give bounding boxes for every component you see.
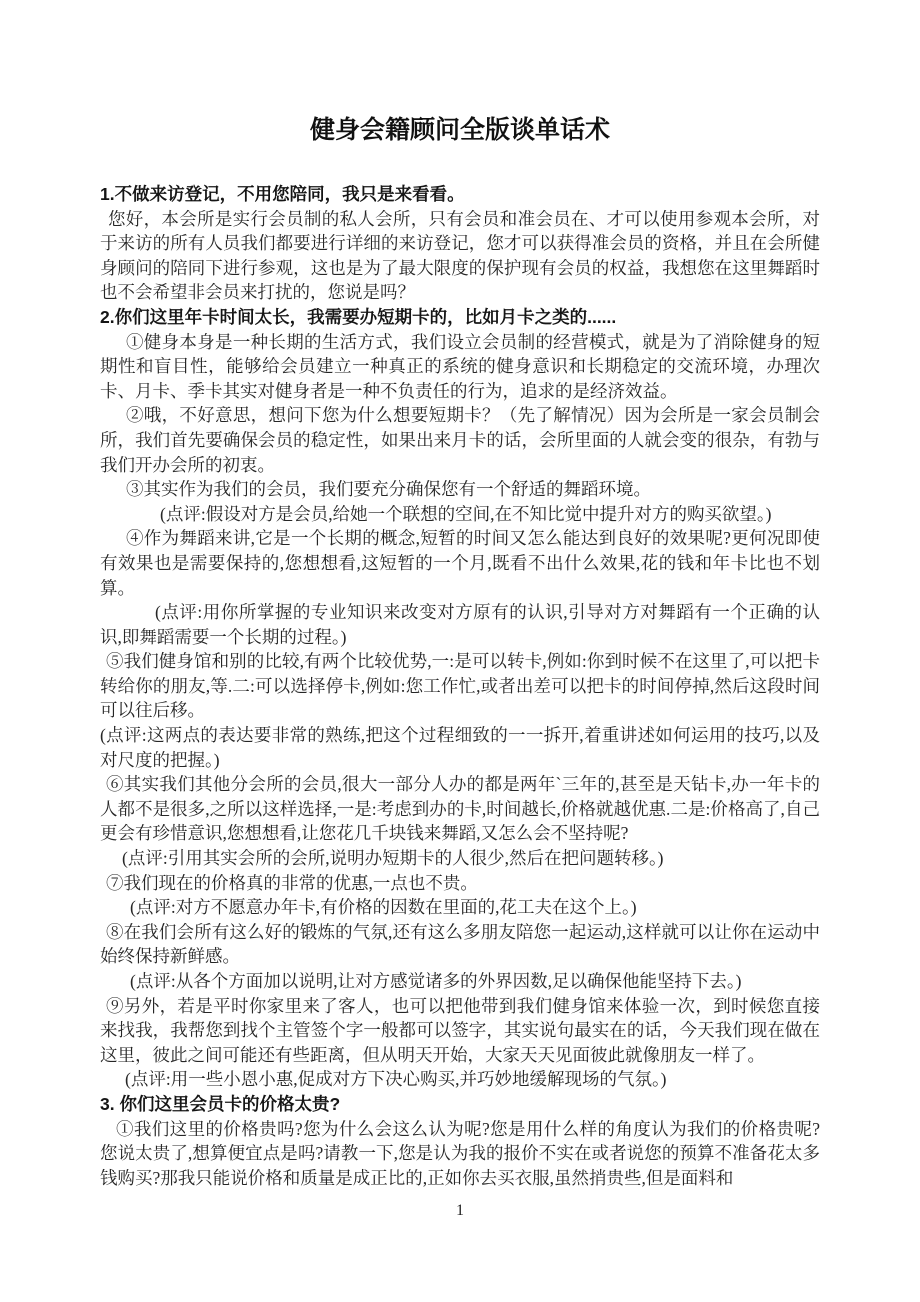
paragraph: (点评:对方不愿意办年卡,有价格的因数在里面的,花工夫在这个上。) [130,897,637,918]
paragraph: ⑥其实我们其他分会所的会员,很大一部分人办的都是两年`三年的,甚至是天钻卡,办一年卡的人都不是很多,之所以这样选择,一是:考虑到办的卡,时间越长,价格就越优惠.二是:价格高了,自己更会有珍惜意识,您想想看,让您花几千块钱来舞蹈,又怎么会不坚持呢? [100,774,820,844]
paragraph: (点评:假设对方是会员,给她一个联想的空间,在不知比觉中提升对方的购买欲望。) [160,503,772,524]
paragraph: 1.不做来访登记，不用您陪同，我只是来看看。 [100,184,465,204]
paragraph: 3. 你们这里会员卡的价格太贵? [100,1093,341,1114]
document-body [100,182,820,1190]
paragraph: ③其实作为我们的会员，我们要充分确保您有一个舒适的舞蹈环境。 [126,479,651,500]
paragraph: (点评:这两点的表达要非常的熟练,把这个过程细致的一一拆开,着重讲述如何运用的技巧,以及对尺度的把握。) [100,725,820,770]
paragraph: 2.你们这里年卡时间太长，我需要办短期卡的，比如月卡之类的...... [100,306,617,327]
page-number: 1 [456,1202,464,1219]
paragraph: (点评:从各个方面加以说明,让对方感觉诸多的外界因数,足以确保他能坚持下去。) [130,971,742,991]
paragraph: ④作为舞蹈来讲,它是一个长期的概念,短暂的时间又怎么能达到良好的效果呢?更何况即使有效果也是需要保持的,您想想看,这短暂的一个月,既看不出什么效果,花的钱和年卡比也不划算。 [100,528,820,598]
paragraph: ⑦我们现在的价格真的非常的优惠,一点也不贵。 [106,872,478,893]
paragraph: (点评:用你所掌握的专业知识来改变对方原有的认识,引导对方对舞蹈有一个正确的认识,即舞蹈需要一个长期的过程。) [100,602,820,647]
paragraph: (点评:用一些小恩小惠,促成对方下决心购买,并巧妙地缓解现场的气氛。) [125,1069,667,1090]
paragraph: 您好，本会所是实行会员制的私人会所，只有会员和准会员在、才可以使用参观本会所，对于来访的所有人员我们都要进行详细的来访登记，您才可以获得准会员的资格，并且在会所健身顾问的陪同下进行参观，这也是为了最大限度的保护现有会员的权益，我想您在这里舞蹈时也不会希望非会员来打扰的，您说是吗？ [100,208,820,303]
paragraph: ⑤我们健身馆和别的比较,有两个比较优势,一:是可以转卡,例如:你到时候不在这里了,可以把卡转给你的朋友,等.二:可以选择停卡,例如:您工作忙,或者出差可以把卡的时间停掉,然后这段时间可以往后移。 [100,651,820,721]
document-title: 健身会籍顾问全版谈单话术 [309,116,610,144]
paragraph: ②哦，不好意思，想问下您为什么想要短期卡？（先了解情况）因为会所是一家会员制会所，我们首先要确保会员的稳定性，如果出来月卡的话，会所里面的人就会变的很杂，有勃与我们开办会所的初衷。 [100,405,820,475]
paragraph: ①健身本身是一种长期的生活方式，我们设立会员制的经营模式，就是为了消除健身的短期性和盲目性，能够给会员建立一种真正的系统的健身意识和长期稳定的交流环境，办理次卡、月卡、季卡其实对健身者是一种不负责任的行为，追求的是经济效益。 [100,331,820,401]
paragraph: ①我们这里的价格贵吗?您为什么会这么认为呢?您是用什么样的角度认为我们的价格贵呢?您说太贵了,想算便宜点是吗?请教一下,您是认为我的报价不实在或者说您的预算不准备花太多钱购买?那我只能说价格和质量是成正比的,正如你去买衣服,虽然捎贵些,但是面料和 [100,1118,820,1188]
paragraph: ⑧在我们会所有这么好的锻炼的气氛,还有这么多朋友陪您一起运动,这样就可以让你在运动中始终保持新鲜感。 [100,921,820,967]
paragraph: (点评:引用其实会所的会所,说明办短期卡的人很少,然后在把问题转移。) [122,848,664,869]
paragraph: ⑨另外，若是平时你家里来了客人，也可以把他带到我们健身馆来体验一次，到时候您直接来找我，我帮您到找个主管签个字一般都可以签字，其实说句最实在的话，今天我们现在做在这里，彼此之间可能还有些距离，但从明天开始，大家天天见面彼此就像朋友一样了。 [100,995,820,1065]
